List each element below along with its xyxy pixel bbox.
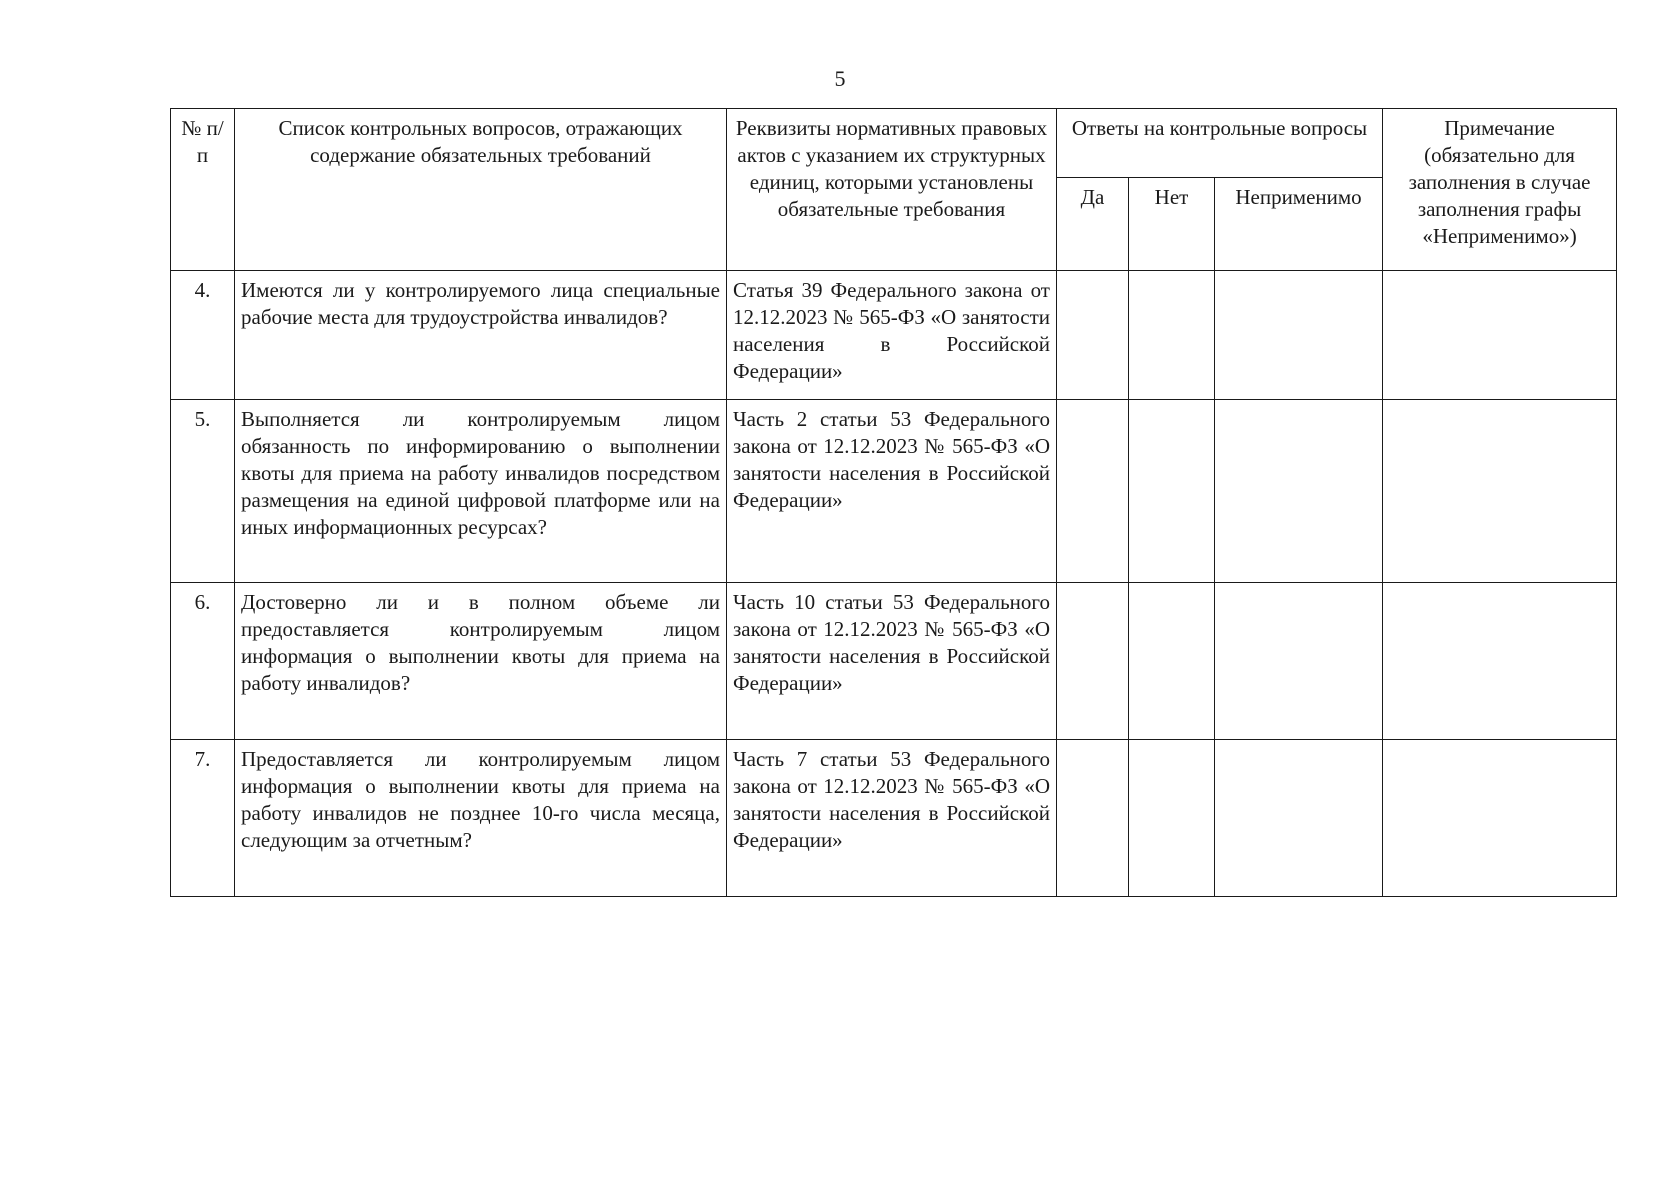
answer-no-cell[interactable] [1129,400,1215,583]
answer-no-cell[interactable] [1129,583,1215,740]
answer-na-cell[interactable] [1215,400,1383,583]
header-answer-na: Неприменимо [1215,178,1383,271]
row-num: 6. [171,583,235,740]
answer-yes-cell[interactable] [1057,583,1129,740]
page-number: 5 [834,66,846,91]
row-question: Выполняется ли контролируемым лицом обязанность по информированию о выполнении квоты для приема на работу инвалидов посредством размещения на единой цифровой платформе или на иных информационных ресурсах? [235,400,727,583]
row-question: Предоставляется ли контролируемым лицом информация о выполнении квоты для приема на работу инвалидов не позднее 10-го числа месяца, следующим за отчетным? [235,740,727,897]
row-requisite: Статья 39 Федерального закона от 12.12.2023 № 565-ФЗ «О занятости населения в Российской Федерации» [727,271,1057,400]
header-answer-no: Нет [1129,178,1215,271]
row-requisite: Часть 10 статьи 53 Федерального закона от 12.12.2023 № 565-ФЗ «О занятости населения в Российской Федерации» [727,583,1057,740]
table-row [171,400,1617,583]
header-answer-yes: Да [1057,178,1129,271]
answer-yes-cell[interactable] [1057,400,1129,583]
answer-na-cell[interactable] [1215,583,1383,740]
checklist-table [170,108,1617,897]
row-num: 7. [171,740,235,897]
answer-na-cell[interactable] [1215,271,1383,400]
row-requisite: Часть 7 статьи 53 Федерального закона от 12.12.2023 № 565-ФЗ «О занятости населения в Российской Федерации» [727,740,1057,897]
table-row [171,583,1617,740]
header-requisites: Реквизиты нормативных правовых актов с указанием их структурных единиц, которыми установлены обязательные требования [727,109,1057,271]
header-answers: Ответы на контрольные вопросы [1057,109,1383,178]
row-num: 4. [171,271,235,400]
header-row [171,109,1617,178]
answer-yes-cell[interactable] [1057,740,1129,897]
answer-no-cell[interactable] [1129,271,1215,400]
table-row [171,740,1617,897]
row-question: Достоверно ли и в полном объеме ли предоставляется контролируемым лицом информация о выполнении квоты для приема на работу инвалидов? [235,583,727,740]
answer-yes-cell[interactable] [1057,271,1129,400]
header-questions: Список контрольных вопросов, отражающих содержание обязательных требований [235,109,727,271]
answer-no-cell[interactable] [1129,740,1215,897]
header-num: № п/п [171,109,235,271]
answer-na-cell[interactable] [1215,740,1383,897]
note-cell[interactable] [1383,583,1617,740]
row-question: Имеются ли у контролируемого лица специальные рабочие места для трудоустройства инвалидов? [235,271,727,400]
note-cell[interactable] [1383,740,1617,897]
table-row [171,271,1617,400]
note-cell[interactable] [1383,400,1617,583]
header-note: Примечание (обязательно для заполнения в случае заполнения графы «Неприменимо») [1383,109,1617,271]
row-num: 5. [171,400,235,583]
note-cell[interactable] [1383,271,1617,400]
row-requisite: Часть 2 статьи 53 Федерального закона от 12.12.2023 № 565-ФЗ «О занятости населения в Российской Федерации» [727,400,1057,583]
